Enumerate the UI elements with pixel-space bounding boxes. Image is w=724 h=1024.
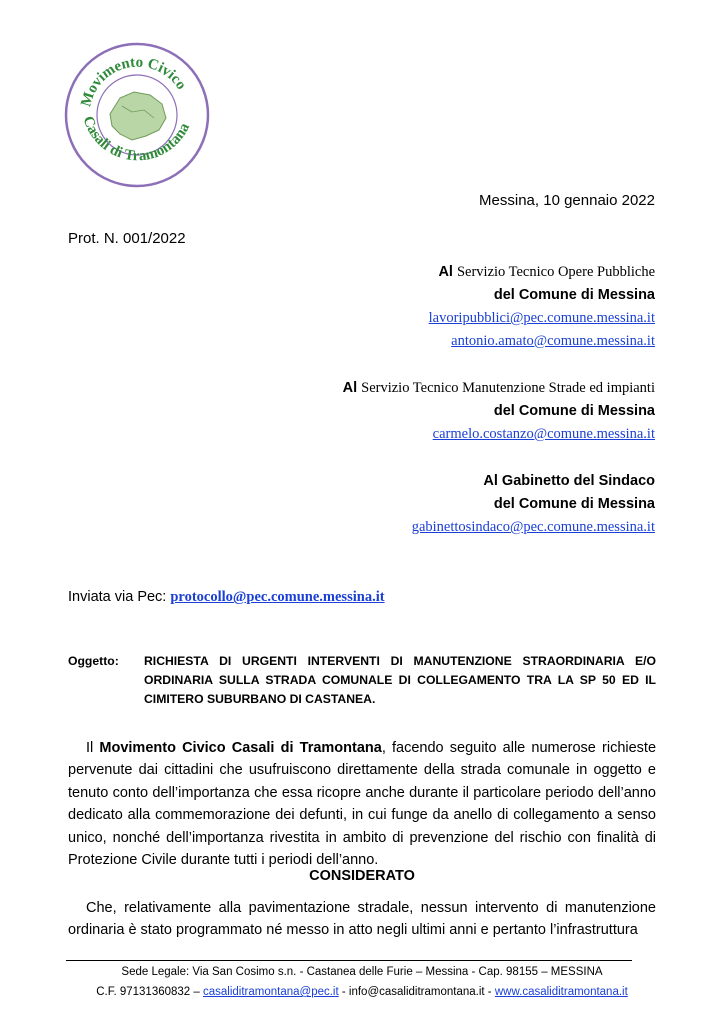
recipient-comune: del Comune di Messina — [493, 496, 655, 512]
recipient-block-1 — [429, 261, 655, 353]
recipient-office: Al Gabinetto del Sindaco — [483, 473, 655, 489]
recipient-email-link[interactable]: gabinettosindaco@pec.comune.messina.it — [411, 519, 655, 535]
subject-block — [68, 652, 656, 709]
movimento-civico-logo — [62, 40, 212, 190]
recipient-block-2 — [343, 377, 655, 446]
sent-via-pec — [68, 589, 385, 606]
footer-address: Sede Legale: Via San Cosimo s.n. - Castanea delle Furie – Messina - Cap. 98155 – MESSINA — [121, 966, 603, 978]
recipient-comune: del Comune di Messina — [493, 403, 655, 419]
footer-divider — [66, 960, 632, 961]
subject-text: RICHIESTA DI URGENTI INTERVENTI DI MANUTENZIONE STRAORDINARIA E/O ORDINARIA SULLA STRADA COMUNALE DI COLLEGAMENTO TRA LA SP 50 ED IL CIMITERO SUBURBANO DI CASTANEA. — [144, 654, 656, 706]
organization-name: Movimento Civico Casali di Tramontana — [99, 740, 382, 756]
footer-website-link[interactable]: www.casaliditramontana.it — [494, 986, 628, 998]
footer-contacts: C.F. 97131360832 – casaliditramontana@pec.it - info@casaliditramontana.it - www.casaliditramontana.it — [96, 986, 628, 998]
recipient-office: Al Servizio Tecnico Opere Pubbliche — [438, 264, 655, 280]
body-paragraph-2: Che, relativamente alla pavimentazione stradale, nessun intervento di manutenzione ordinaria è stato programmato né messo in atto negli ultimi anni e pertanto l’infrastruttura — [68, 900, 656, 939]
recipient-block-3 — [412, 470, 655, 539]
recipient-email-link[interactable]: lavoripubblici@pec.comune.messina.it — [428, 310, 655, 326]
protocol-number: Prot. N. 001/2022 — [68, 230, 186, 247]
recipient-email-link[interactable]: carmelo.costanzo@comune.messina.it — [432, 426, 655, 442]
body-paragraph-1: Il Movimento Civico Casali di Tramontana, facendo seguito alle numerose richieste pervenute dai cittadini che usufruiscono direttamente della strada comunale in oggetto e tenuto conto dell’importanza che essa ricopre anche durante il particolare periodo dell’anno dedicato alla commemorazione dei defunti, in cui funge da anello di collegamento a senso unico, nonché dell’importanza rivestita in ambito di prevenzione del rischio con finalità di Protezione Civile durante tutti i periodi dell’anno. — [68, 740, 657, 869]
considerato-heading: CONSIDERATO — [309, 868, 415, 884]
recipient-office: Al Servizio Tecnico Manutenzione Strade ed impianti — [342, 380, 655, 396]
recipient-email-link[interactable]: antonio.amato@comune.messina.it — [451, 333, 655, 349]
territory-map-icon — [110, 92, 166, 140]
sent-via-label: Inviata via Pec: — [68, 589, 167, 605]
pec-email-link[interactable]: protocollo@pec.comune.messina.it — [170, 589, 385, 605]
logo-text-bottom: Casali di Tramontana — [79, 114, 194, 165]
footer-pec-link[interactable]: casaliditramontana@pec.it — [203, 986, 339, 998]
recipient-comune: del Comune di Messina — [493, 287, 655, 303]
subject-label: Oggetto: — [68, 654, 119, 668]
letter-date: Messina, 10 gennaio 2022 — [479, 192, 655, 209]
logo-text-top: Movimento Civico — [78, 54, 190, 109]
logo-emblem — [62, 40, 212, 190]
